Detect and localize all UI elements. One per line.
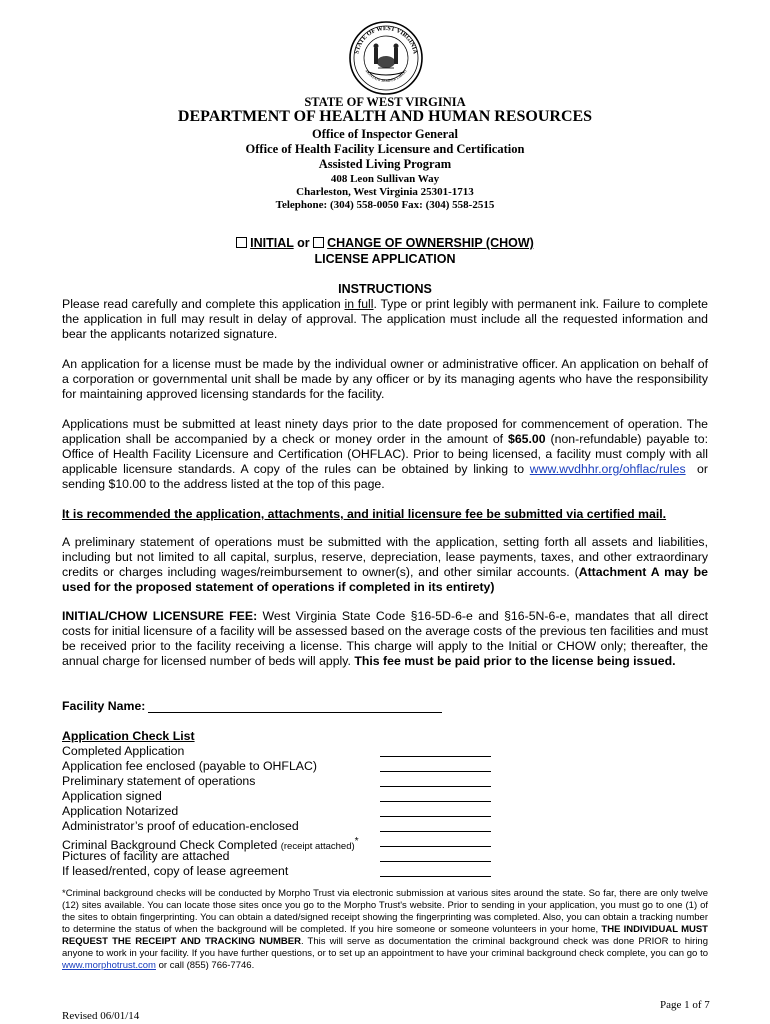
checklist-item-label: Preliminary statement of operations [62, 774, 256, 788]
checklist-item [62, 774, 502, 789]
receipt-attached-note: (receipt attached) [280, 841, 355, 853]
statement-of-operations-paragraph [62, 535, 708, 595]
instructions-paragraph-2: An application for a license must be made by the individual owner or administrative officer. An application on behalf of a corporation or governmental unit shall be made by any officer or by its managing agents who have the responsibility for maintaining approved licensing standards for the facility. [62, 357, 708, 401]
checklist-item-label: Administrator’s proof of education-enclosed [62, 819, 299, 833]
facility-name-label: Facility Name: [62, 699, 146, 713]
checklist-item-label: Criminal Background Check Completed [62, 838, 278, 853]
city-address: Charleston, West Virginia 25301-1713 [296, 186, 474, 198]
checklist-blank[interactable] [380, 876, 491, 877]
footnote-text-a: Criminal background checks will be conducted by Morpho Trust via electronic submission at various sites around the state. So far, there are only twelve (12) sites available. You can locate those sites once you go to the Morpho Trust's website. Prior to sending in your application, you must go to one (1) of the sites to obtain fingerprinting. You can obtain a dated/signed receipt showing the fingerprinting was completed. Also, you can obtain a tracking number to determine the status of when the background will be completed. If you hire someone or someone volunteers in your home, [62, 888, 708, 935]
fee-amount: $65.00 [507, 432, 546, 446]
checklist-blank[interactable] [380, 846, 491, 847]
program-name: Assisted Living Program [318, 157, 452, 171]
checklist-item [62, 864, 502, 879]
page-number: Page 1 of 7 [660, 999, 710, 1011]
checklist-blank[interactable] [380, 786, 491, 787]
instructions-paragraph-1 [62, 297, 708, 342]
checklist-item-label: If leased/rented, copy of lease agreement [62, 864, 289, 878]
p5-text-a: A preliminary statement of operations must be submitted with the application, setting forth all assets and liabilities, including but not limited to all capital, surplus, reserve, depreciation, lease payments, taxes, and other extraordinary credits or charges including wages/reimbursement to owner(s), and other similar accounts. ( [62, 535, 708, 579]
seal-motto: MONTANI SEMPER LIBERI [364, 68, 408, 84]
certified-mail-notice: It is recommended the application, attachments, and initial licensure fee be submitted via certified mail. [62, 507, 667, 521]
seal-text: STATE OF WEST VIRGINIA [353, 24, 419, 55]
initial-checkbox[interactable] [236, 237, 247, 248]
footnote-emphasis: THE INDIVIDUAL MUST REQUEST THE RECEIPT AND TRACKING NUMBER [62, 924, 708, 947]
department-title: DEPARTMENT OF HEALTH AND HUMAN RESOURCES [177, 108, 593, 125]
licensure-fee-label: INITIAL/CHOW LICENSURE FEE: [62, 609, 258, 623]
application-checklist [62, 729, 502, 879]
p3-text-a: Applications must be submitted at least ninety days prior to the date proposed for commencement of operation. The application shall be accompanied by a check or money order in the amount of [62, 417, 708, 446]
checklist-heading: Application Check List [62, 729, 195, 743]
state-seal [348, 20, 424, 96]
or-label: or [293, 236, 314, 250]
footnote-asterisk: * [62, 888, 66, 899]
checklist-item [62, 759, 502, 774]
checklist-blank[interactable] [380, 831, 491, 832]
p6-text-b: West Virginia State Code §16-5D-6-e and §16-5N-6-e, mandates that all direct costs for initial licensure of a facility will be assessed based on the average costs of the previous ten facilities and must be received prior to the facility receiving a license. This charge will apply to the Initial or CHOW only; thereafter, the annual charge for licensed number of beds will apply. [62, 609, 709, 668]
checklist-item-label: Completed Application [62, 744, 185, 758]
office-name: Office of Inspector General [312, 127, 458, 141]
checklist-item [62, 834, 502, 853]
checklist-item-label: Pictures of facility are attached [62, 849, 230, 863]
initial-label: INITIAL [250, 236, 294, 250]
chow-checkbox[interactable] [313, 237, 324, 248]
p1-text-a: Please read carefully and complete this application [62, 297, 345, 311]
facility-name-field[interactable] [148, 712, 442, 713]
asterisk-marker: * [354, 836, 359, 847]
checklist-item [62, 849, 502, 864]
morphotrust-link[interactable]: www.morphotrust.com [62, 960, 156, 971]
p3-text-c: (non-refundable) payable to: Office of Health Facility Licensure and Certification (OHFLAC). Prior to being licensed, a facility must comply with all applicable licensure standards. A copy of the rules can be obtained by linking to [62, 432, 708, 476]
footnote-text-d: or call (855) 766-7746. [155, 960, 255, 971]
background-check-footnote [62, 888, 708, 972]
attachment-a-note: Attachment A may be used for the proposed statement of operations if completed in its entirety) [62, 565, 708, 594]
fee-payment-notice: This fee must be paid prior to the license being issued. [354, 654, 676, 668]
state-name: STATE OF WEST VIRGINIA [304, 95, 466, 109]
checklist-blank[interactable] [380, 771, 491, 772]
checklist-blank[interactable] [380, 816, 491, 817]
footnote-text-c: . This will serve as documentation the criminal background check was done PRIOR to hiring anyone to work in your facility. If you have further questions, or to set up an appointment to have your criminal background check complete, you can go to [62, 936, 708, 959]
revision-date: Revised 06/01/14 [62, 1010, 140, 1022]
checklist-blank[interactable] [380, 801, 491, 802]
p1-in-full: in full [344, 297, 374, 311]
checklist-item [62, 804, 502, 819]
checklist-item [62, 789, 502, 804]
license-application-title: LICENSE APPLICATION [314, 252, 456, 266]
sub-office-name: Office of Health Facility Licensure and Certification [245, 142, 525, 156]
checklist-blank[interactable] [380, 756, 491, 757]
checklist-item-label: Application fee enclosed (payable to OHFLAC) [62, 759, 317, 773]
licensure-fee-paragraph [62, 609, 708, 669]
street-address: 408 Leon Sullivan Way [330, 173, 440, 185]
instructions-paragraph-3 [62, 417, 712, 492]
rules-link[interactable]: www.wvdhhr.org/ohflac/rules [529, 462, 686, 476]
checklist-item-label: Application signed [62, 789, 162, 803]
phone-fax: Telephone: (304) 558-0050 Fax: (304) 558-2515 [275, 199, 495, 211]
p3-text-d: or sending $10.00 to the address listed at the top of this page. [62, 462, 712, 491]
p1-text-c: . Type or print legibly with permanent ink. Failure to complete the application in full may result in delay of approval. The application must include all the requested information and bear the applicants notarized signature. [62, 297, 708, 341]
instructions-heading: INSTRUCTIONS [338, 282, 432, 296]
checklist-item-label: Application Notarized [62, 804, 179, 818]
checklist-item [62, 819, 502, 834]
application-type-title [0, 236, 770, 250]
checklist-blank[interactable] [380, 861, 491, 862]
chow-label: CHANGE OF OWNERSHIP (CHOW) [327, 236, 534, 250]
